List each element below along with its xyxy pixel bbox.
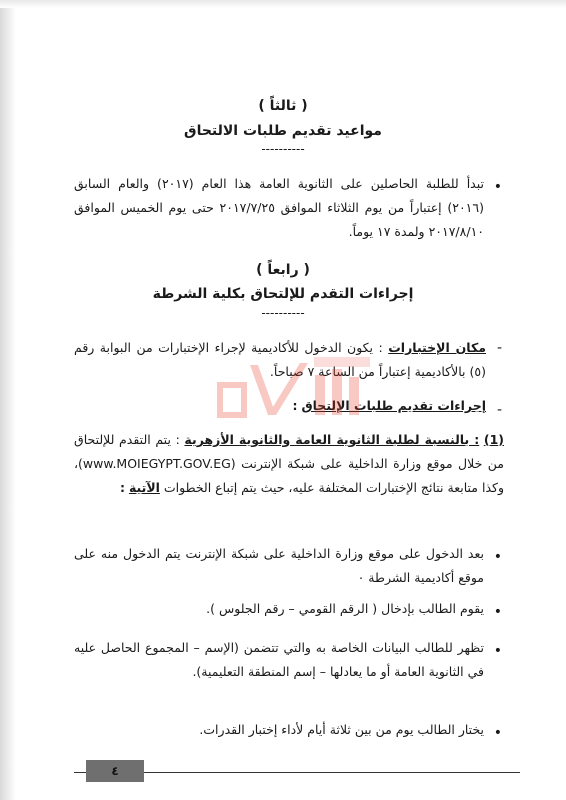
submission-label: إجراءات تقديم طلبات الإلتحاق <box>301 398 486 413</box>
step-item-3: تظهر للطالب البيانات الخاصة به والتي تتضمن (الإسم – المجموع الحاصل عليه في الثانوية العامة أو ما يعادلها – إسم المنطقة التعليمية). <box>74 640 484 679</box>
scan-edge-shadow <box>0 0 16 800</box>
submission-heading <box>292 398 486 413</box>
section3-divider: ---------- <box>261 142 305 156</box>
section3-number: ( ثالثاً ) <box>258 98 308 114</box>
section3-title: مواعيد تقديم طلبات الالتحاق <box>184 123 382 139</box>
submission-colon: : <box>292 398 298 413</box>
page-number: ٤ <box>86 760 144 782</box>
item1-paragraph <box>74 428 504 500</box>
step-item-4: يختار الطالب يوم من بين ثلاثة أيام لأداء إختبار القدرات. <box>199 722 484 737</box>
step-item-1: بعد الدخول على موقع وزارة الداخلية على شبكة الإنترنت يتم الدخول منه على موقع أكاديمية الشرطة ٠ <box>74 546 484 585</box>
bullet-icon: • <box>493 604 502 620</box>
section4-divider: ---------- <box>261 306 305 320</box>
section3-paragraph: تبدأ للطلبة الحاصلين على الثانوية العامة هذا العام (٢٠١٧) والعام السابق (٢٠١٦) إعتباراً من يوم الثلاثاء الموافق ٢٠١٧/٧/٢٥ حتى يوم الخميس الموافق ٢٠١٧/٨/١٠ ولمدة ١٧ يوماً. <box>74 176 484 239</box>
exam-place-paragraph <box>74 336 486 384</box>
section4-number: ( رابعاً ) <box>256 262 310 278</box>
bullet-icon: • <box>493 179 502 195</box>
section4-title: إجراءات التقدم للإلتحاق بكلية الشرطة <box>152 286 414 302</box>
item1-label: : بالنسبة لطلبة الثانوية العامة والثانوية الأزهرية <box>184 432 480 447</box>
item1-following: الآتية <box>128 480 160 495</box>
scan-top-shadow <box>0 0 566 8</box>
item1-end: : <box>119 480 125 495</box>
bullet-icon: • <box>493 725 502 741</box>
exam-place-label: مكان الإختبارات <box>388 340 486 355</box>
step-item-2: يقوم الطالب بإدخال ( الرقم القومي – رقم الجلوس ). <box>206 601 484 616</box>
bullet-icon: • <box>493 549 502 565</box>
dash-marker-icon: - <box>496 402 502 418</box>
exam-place-text: : يكون الدخول للأكاديمية لإجراء الإختبارات من البوابة رقم (٥) بالأكاديمية إعتباراً من الساعة ٧ صباحاً. <box>74 340 486 379</box>
bullet-icon: • <box>493 643 502 659</box>
dash-marker-icon: - <box>496 340 502 356</box>
item1-number: (1) <box>483 432 504 447</box>
item1-text: : يتم التقدم للإلتحاق من خلال موقع وزارة الداخلية على شبكة الإنترنت (www.MOIEGYPT.GOV.EG)، وكذا متابعة نتائج الإختبارات المختلفة عليه، حيث يتم إتباع الخطوات <box>74 432 504 495</box>
